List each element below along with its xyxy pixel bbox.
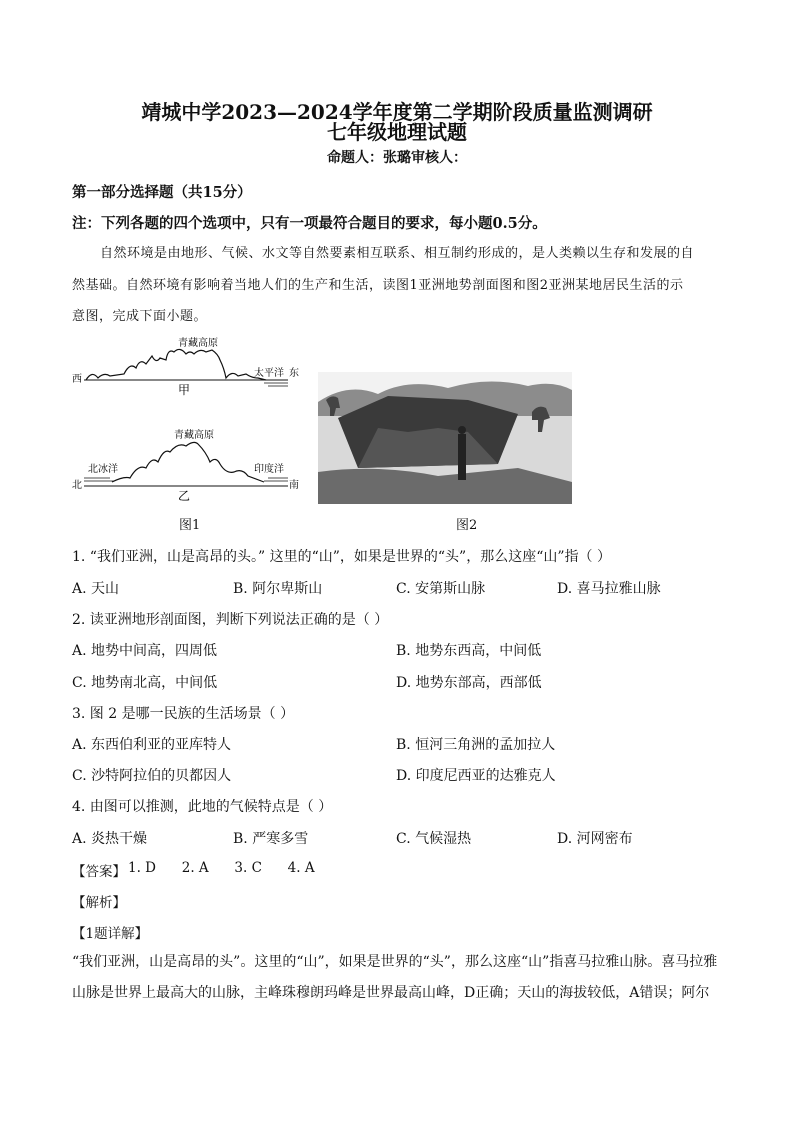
analysis-detail-label: 【1题详解】 [72,926,149,942]
page-subtitle: 七年级地理试题 [327,120,467,144]
fig1-top-ocean-label: 太平洋 [254,368,284,379]
section-note: 注：下列各题的四个选项中，只有一项最符合题目的要求，每小题0.5分。 [72,215,547,232]
question-1-option-a: A. 天山 [72,581,120,597]
question-1-option-b: B. 阿尔卑斯山 [233,581,323,597]
fig1-bottom-terrain-line [112,442,264,482]
section-heading: 第一部分选择题（共15分） [72,184,252,201]
fig2-person [458,434,466,480]
question-2-option-d: D. 地势东部高，西部低 [396,675,542,691]
question-4-option-a: A. 炎热干燥 [72,831,148,847]
fig1-top-east-label: 东 [289,368,299,379]
question-2-option-c: C. 地势南北高，中间低 [72,675,218,691]
question-1-option-c: C. 安第斯山脉 [396,581,486,597]
figure-1-profiles [68,334,300,504]
question-4-option-c: C. 气候湿热 [396,831,472,847]
question-2-option-a: A. 地势中间高，四周低 [72,643,218,659]
intro-line-1: 自然环境是由地形、气候、水文等自然要素相互联系、相互制约形成的，是人类赖以生存和发展的自 [100,246,695,261]
intro-line-3: 意图，完成下面小题。 [72,309,208,324]
question-3-option-a: A. 东西伯利亚的亚库特人 [72,737,232,753]
answer-label: 【答案】 [72,864,126,880]
question-4-stem: 4. 由图可以推测，此地的气候特点是（ ） [72,799,333,815]
answer-values: 1. D 2. A 3. C 4. A [128,860,315,876]
question-3-stem: 3. 图 2 是哪一民族的生活场景（ ） [72,706,295,722]
question-1-stem: 1. “我们亚洲，山是高昂的头。” 这里的“山”，如果是世界的“头”，那么这座“山”指（ ） [72,549,611,565]
question-2-option-b: B. 地势东西高，中间低 [396,643,542,659]
fig2-person-head [458,426,466,434]
fig1-bottom-south-ocean-label: 印度洋 [254,464,284,475]
fig1-top-name: 甲 [178,383,191,397]
question-2-stem: 2. 读亚洲地形剖面图，判断下列说法正确的是（ ） [72,612,389,628]
analysis-line-1: “我们亚洲，山是高昂的头”。这里的“山”，如果是世界的“头”，那么这座“山”指喜马拉雅山脉。喜马拉雅 [72,954,718,970]
question-1-option-d: D. 喜马拉雅山脉 [557,581,661,597]
analysis-line-2: 山脉是世界上最高大的山脉，主峰珠穆朗玛峰是世界最高山峰，D正确；天山的海拔较低，A错误；阿尔 [72,985,710,1001]
question-4-option-d: D. 河网密布 [557,831,633,847]
intro-line-2: 然基础。自然环境有影响着当地人们的生产和生活，读图1亚洲地势剖面图和图2亚洲某地居民生活的示 [72,278,684,293]
question-4-option-b: B. 严寒多雪 [233,831,309,847]
fig1-bottom-plateau-label: 青藏高原 [174,430,214,441]
question-3-option-c: C. 沙特阿拉伯的贝都因人 [72,768,232,784]
fig1-top-west-label: 西 [72,374,82,385]
analysis-label: 【解析】 [72,895,126,911]
fig1-top-terrain-line [86,349,266,380]
fig1-bottom-name: 乙 [178,489,191,503]
figure-2-caption: 图2 [456,518,478,533]
fig1-bottom-south-label: 南 [289,480,299,491]
question-3-option-b: B. 恒河三角洲的孟加拉人 [396,737,556,753]
figure-2-scene [318,372,572,504]
fig1-top-plateau-label: 青藏高原 [178,338,218,349]
fig1-bottom-north-label: 北 [72,480,82,491]
question-3-option-d: D. 印度尼西亚的达雅克人 [396,768,556,784]
figure-1-caption: 图1 [179,518,201,533]
page-title: 靖城中学2023—2024学年度第二学期阶段质量监测调研 [141,100,653,124]
author-line: 命题人：张璐审核人： [327,150,467,166]
fig1-bottom-north-ocean-label: 北冰洋 [88,464,118,475]
